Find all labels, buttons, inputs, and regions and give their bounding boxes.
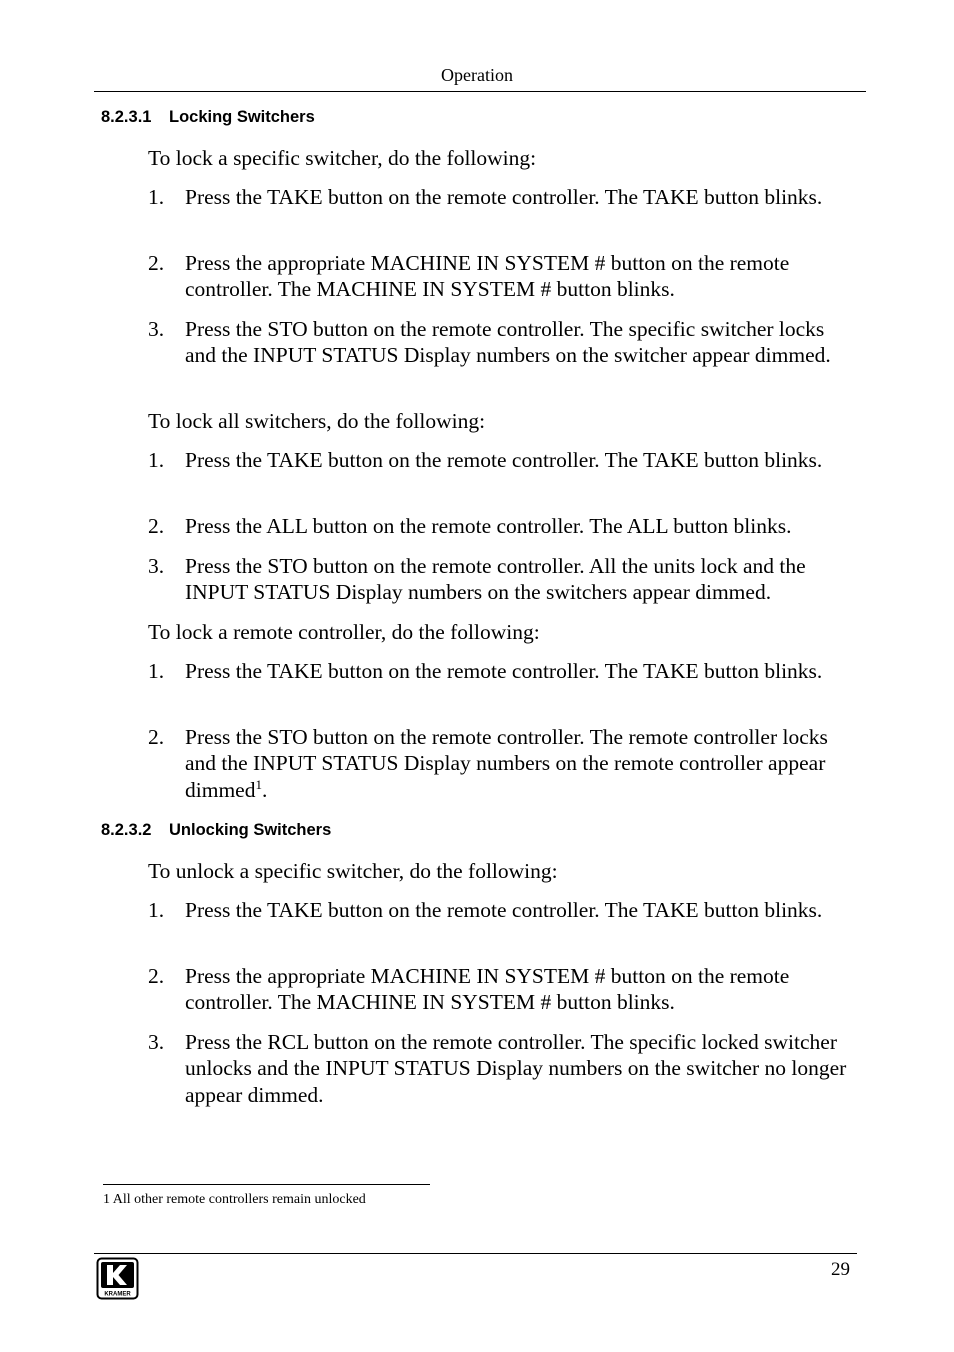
footnote-divider (103, 1184, 430, 1185)
list-item-number: 1. (148, 898, 165, 922)
list-item-text: Press the appropriate MACHINE IN SYSTEM # button on the remote controller. The MACHINE IN SYSTEM # button blinks. (185, 964, 790, 1015)
section-number: 8.2.3.2 (101, 821, 152, 839)
intro-lock-all: To lock all switchers, do the following: (148, 409, 486, 433)
list-item-text: Press the TAKE button on the remote controller. The TAKE button blinks. (185, 659, 823, 683)
kramer-logo-icon (96, 1257, 139, 1300)
list-item-text: Press the RCL button on the remote controller. The specific locked switcher unlocks and the INPUT STATUS Display numbers on the switcher no longer appear dimmed. (185, 1030, 847, 1107)
footnote-text: 1 All other remote controllers remain unlocked (103, 1192, 366, 1207)
list-item-number: 2. (148, 725, 165, 749)
list-item-number: 3. (148, 317, 165, 341)
list-item-text-tail: . (261, 777, 268, 802)
footer-divider (94, 1253, 857, 1254)
list-item-text-with-footnote (185, 724, 860, 803)
list-item-number: 3. (148, 554, 165, 578)
list-item-number: 2. (148, 251, 165, 275)
list-item-text: Press the TAKE button on the remote controller. The TAKE button blinks. (185, 448, 823, 472)
list-item-number: 2. (148, 514, 165, 538)
section-title: Unlocking Switchers (169, 821, 332, 839)
page-number: 29 (831, 1259, 850, 1280)
list-item-number: 1. (148, 659, 165, 683)
section-title: Locking Switchers (169, 108, 315, 126)
intro-lock-remote: To lock a remote controller, do the following: (148, 620, 540, 644)
list-item-text: Press the TAKE button on the remote controller. The TAKE button blinks. (185, 898, 823, 922)
list-item-text: Press the STO button on the remote controller. The specific switcher locks and the INPUT STATUS Display numbers on the switcher appear dimmed. (185, 317, 831, 368)
intro-lock-specific: To lock a specific switcher, do the following: (148, 146, 537, 170)
section-heading-locking (101, 108, 315, 127)
section-number: 8.2.3.1 (101, 108, 152, 126)
list-item-number: 1. (148, 448, 165, 472)
list-item-text: Press the ALL button on the remote controller. The ALL button blinks. (185, 514, 792, 538)
list-item-text: Press the STO button on the remote controller. The remote controller locks and the INPUT STATUS Display numbers on the remote controller appear dimmed (185, 725, 828, 802)
list-item-number: 3. (148, 1030, 165, 1054)
list-item-number: 1. (148, 185, 165, 209)
page-header-title: Operation (441, 65, 513, 85)
list-item-text: Press the appropriate MACHINE IN SYSTEM # button on the remote controller. The MACHINE IN SYSTEM # button blinks. (185, 251, 790, 302)
list-item-number: 2. (148, 964, 165, 988)
logo-text: KRAMER (104, 1291, 131, 1298)
section-heading-unlocking (101, 821, 331, 840)
footnote-reference: 1 (255, 776, 262, 792)
list-item-text: Press the STO button on the remote controller. All the units lock and the INPUT STATUS Display numbers on the switchers appear dimmed. (185, 554, 806, 605)
list-item-text: Press the TAKE button on the remote controller. The TAKE button blinks. (185, 185, 823, 209)
intro-unlock-specific: To unlock a specific switcher, do the following: (148, 859, 558, 883)
header-divider (94, 91, 866, 92)
